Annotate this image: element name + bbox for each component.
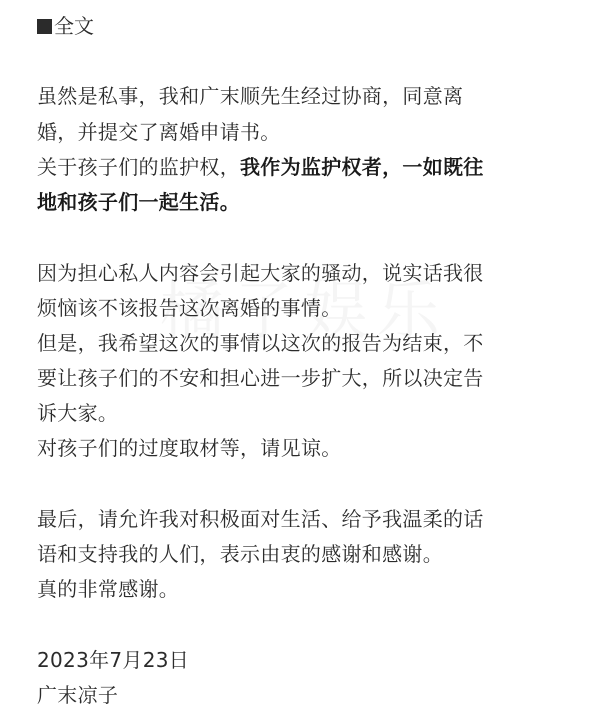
- black-square-icon: [37, 19, 52, 34]
- paragraph-line: 虽然是私事，我和广末顺先生经过协商，同意离: [37, 84, 464, 108]
- custody-bold-line: 地和孩子们一起生活。: [37, 190, 240, 214]
- custody-bold-text: 我作为监护权者，一如既往: [240, 155, 484, 179]
- signature-name: 广末凉子: [37, 683, 119, 707]
- full-text-header: [37, 12, 94, 40]
- paragraph-line: 烦恼该不该报告这次离婚的事情。: [37, 296, 342, 320]
- paragraph-line: [37, 153, 484, 181]
- custody-text: 关于孩子们的监护权，: [37, 155, 240, 179]
- header-label: 全文: [54, 14, 94, 38]
- paragraph-line: 但是，我希望这次的事情以这次的报告为结束，不: [37, 331, 484, 355]
- paragraph-line: 最后，请允许我对积极面对生活、给予我温柔的话: [37, 507, 484, 531]
- paragraph-line: 婚，并提交了离婚申请书。: [37, 120, 281, 144]
- paragraph-line: 诉大家。: [37, 401, 119, 425]
- paragraph-line: 语和支持我的人们，表示由衷的感谢和感谢。: [37, 542, 443, 566]
- signature-date: 2023年7月23日: [37, 648, 190, 672]
- paragraph-line: 因为担心私人内容会引起大家的骚动，说实话我很: [37, 261, 484, 285]
- paragraph-line: 真的非常感谢。: [37, 577, 180, 601]
- paragraph-line: 对孩子们的过度取材等，请见谅。: [37, 436, 342, 460]
- paragraph-line: 要让孩子们的不安和担心进一步扩大，所以决定告: [37, 366, 484, 390]
